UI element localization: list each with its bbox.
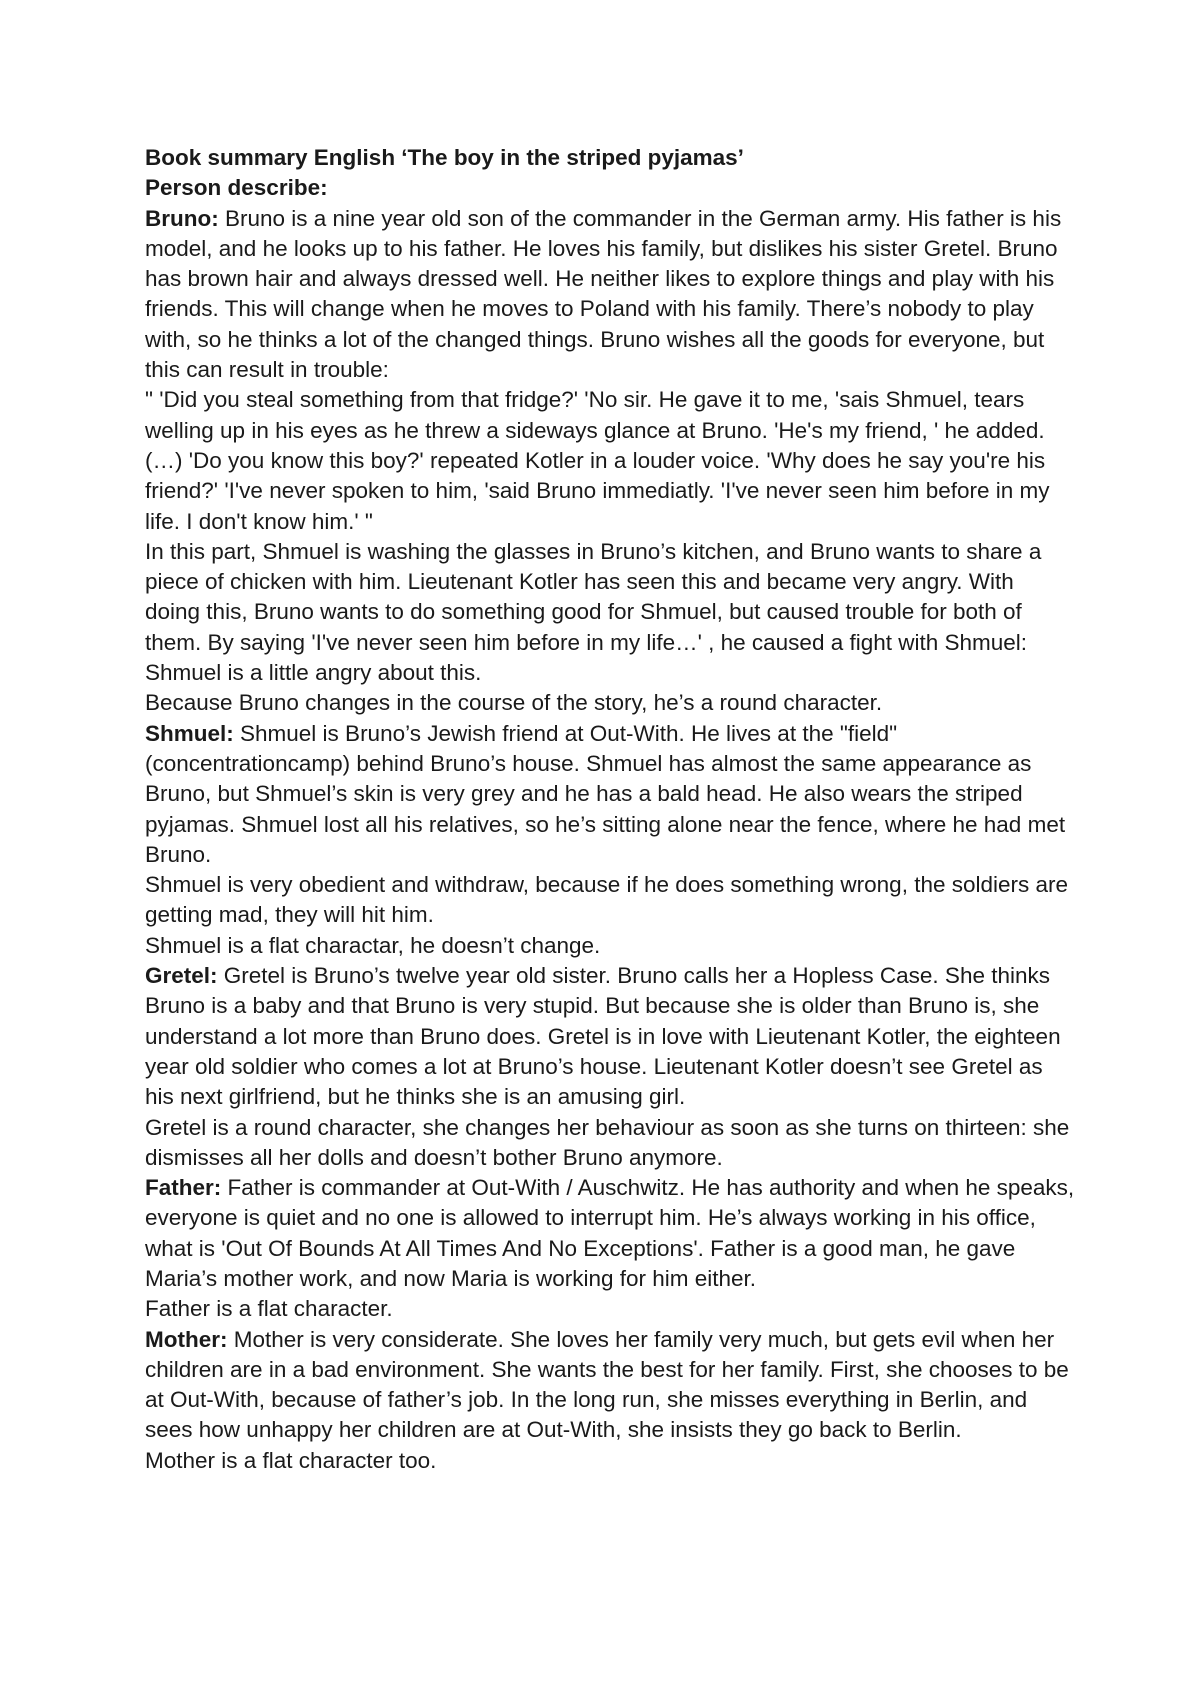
section-paragraph: Mother is a flat character too.: [145, 1447, 437, 1473]
section-paragraph: In this part, Shmuel is washing the glasses in Bruno’s kitchen, and Bruno wants to share a piece of chicken with him. Lieutenant Kotler has seen this and became very angry. With doing this, Bruno wants to do something good for Shmuel, but caused trouble for both of them. By saying 'I've never seen him before in my life…' , he caused a fight with Shmuel: Shmuel is a little angry about this.: [145, 538, 1042, 686]
section-text: Mother is very considerate. She loves her family very much, but gets evil when her children are in a bad environment. She wants the best for her family. First, she chooses to be at Out-With, because of father’s job. In the long run, she misses everything in Berlin, and sees how unhappy her children are at Out-With, she insists they go back to Berlin.: [145, 1326, 1069, 1443]
section-label-mother: Mother:: [145, 1326, 228, 1352]
section-mother-intro: [145, 1325, 1075, 1446]
section-shmuel-intro: [145, 719, 1075, 870]
section-paragraph: Father is a flat character.: [145, 1296, 393, 1322]
section-paragraph: Gretel is a round character, she changes her behaviour as soon as she turns on thirteen: she dismisses all her dolls and doesn’t bother Bruno anymore.: [145, 1114, 1070, 1170]
section-text: Bruno is a nine year old son of the commander in the German army. His father is his model, and he looks up to his father. He loves his family, but dislikes his sister Gretel. Bruno has brown hair and always dressed well. He neither likes to explore things and play with his friends. This will change when he moves to Poland with his family. There’s nobody to play with, so he thinks a lot of the changed things. Bruno wishes all the goods for everyone, but this can result in trouble:: [145, 205, 1062, 383]
document-title: Book summary English ‘The boy in the striped pyjamas’: [145, 145, 744, 170]
section-text: Father is commander at Out-With / Auschwitz. He has authority and when he speaks, everyone is quiet and no one is allowed to interrupt him. He’s always working in his office, what is 'Out Of Bounds At All Times And No Exceptions'. Father is a good man, he gave Maria’s mother work, and now Maria is working for him either.: [145, 1175, 1075, 1291]
section-father-intro: [145, 1173, 1075, 1294]
document-page: [145, 143, 1075, 1476]
document-subtitle: Person describe:: [145, 175, 328, 201]
section-label-shmuel: Shmuel:: [145, 720, 234, 746]
section-label-gretel: Gretel:: [145, 963, 218, 989]
section-text: Gretel is Bruno’s twelve year old sister. Bruno calls her a Hopless Case. She thinks Bruno is a baby and that Bruno is very stupid. But because she is older than Bruno is, she understand a lot more than Bruno does. Gretel is in love with Lieutenant Kotler, the eighteen year old soldier who comes a lot at Bruno’s house. Lieutenant Kotler doesn’t see Gretel as his next girlfriend, but he thinks she is an amusing girl.: [145, 963, 1061, 1110]
section-label-bruno: Bruno:: [145, 205, 219, 231]
section-paragraph: " 'Did you steal something from that fridge?' 'No sir. He gave it to me, 'sais Shmuel, tears welling up in his eyes as he threw a sideways glance at Bruno. 'He's my friend, ' he added. (…) 'Do you know this boy?' repeated Kotler in a louder voice. 'Why does he say you're his friend?' 'I've never spoken to him, 'said Bruno immediatly. 'I've never seen him before in my life. I don't know him.' ": [145, 387, 1050, 534]
section-paragraph: Shmuel is a flat charactar, he doesn’t change.: [145, 932, 601, 958]
section-paragraph: Because Bruno changes in the course of the story, he’s a round character.: [145, 690, 883, 716]
section-label-father: Father:: [145, 1175, 222, 1201]
section-text: Shmuel is Bruno’s Jewish friend at Out-With. He lives at the "field" (concentrationcamp) behind Bruno’s house. Shmuel has almost the same appearance as Bruno, but Shmuel’s skin is very grey and he has a bald head. He also wears the striped pyjamas. Shmuel lost all his relatives, so he’s sitting alone near the fence, where he had met Bruno.: [145, 720, 1066, 867]
section-gretel-intro: [145, 961, 1075, 1112]
section-paragraph: Shmuel is very obedient and withdraw, because if he does something wrong, the soldiers are getting mad, they will hit him.: [145, 872, 1069, 928]
section-bruno-intro: [145, 204, 1075, 386]
